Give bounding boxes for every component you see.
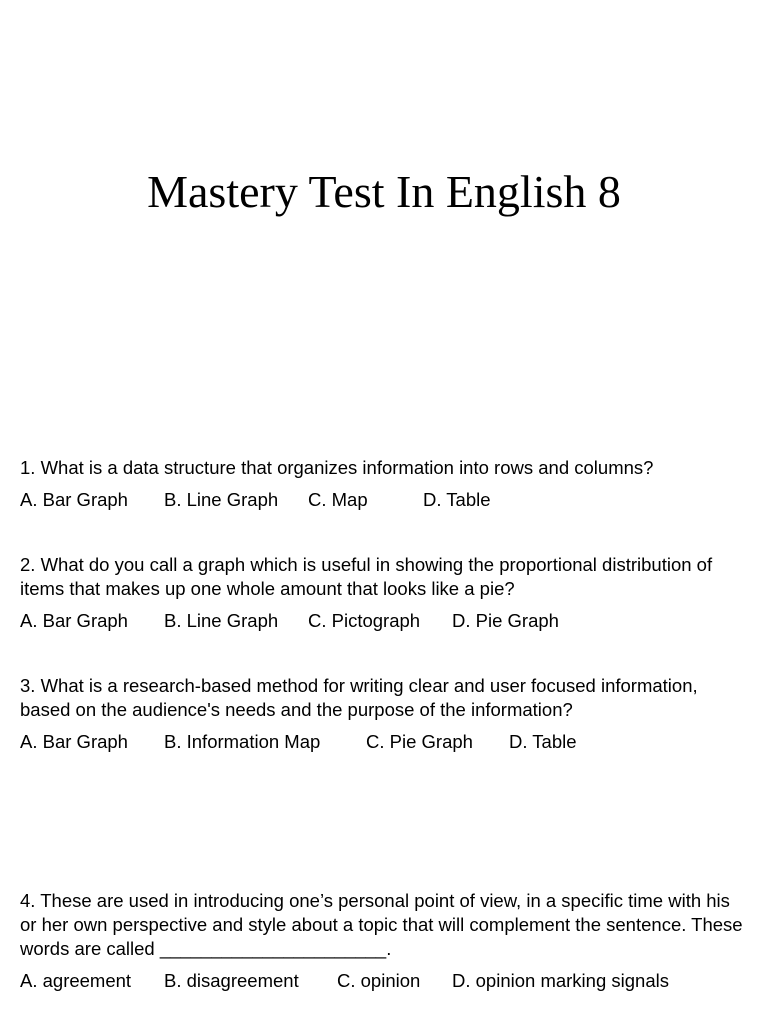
option-b: B. disagreement [164, 970, 299, 991]
option-b: B. Information Map [164, 731, 321, 752]
question-text: 2. What do you call a graph which is useful in showing the proportional distribution of items that makes up one whole amount that looks like a pie? [20, 554, 713, 599]
question-text: 1. What is a data structure that organizes information into rows and columns? [20, 457, 654, 478]
page-title: Mastery Test In English 8 [147, 166, 621, 217]
question-3 [20, 674, 750, 754]
option-a: A. agreement [20, 970, 132, 991]
option-c: C. Map [308, 489, 368, 510]
question-2 [20, 553, 750, 633]
option-d: D. Table [509, 731, 577, 752]
option-b: B. Line Graph [164, 610, 279, 631]
option-c: C. Pictograph [308, 610, 421, 631]
question-1 [20, 456, 750, 512]
option-c: C. opinion [337, 970, 421, 991]
question-text: 3. What is a research-based method for writing clear and user focused information, based on the audience's needs and the purpose of the information? [20, 675, 698, 720]
option-c: C. Pie Graph [366, 731, 473, 752]
answer-options [20, 488, 750, 512]
question-text: 4. These are used in introducing one’s personal point of view, in a specific time with his or her own perspective and style about a topic that will complement the sentence. These words are called ______________________. [20, 890, 743, 959]
option-b: B. Line Graph [164, 489, 279, 510]
option-d: D. Table [423, 489, 491, 510]
option-a: A. Bar Graph [20, 731, 128, 752]
option-a: A. Bar Graph [20, 489, 128, 510]
question-4 [20, 889, 750, 993]
option-d: D. opinion marking signals [452, 970, 669, 991]
answer-options [20, 969, 750, 993]
option-a: A. Bar Graph [20, 610, 128, 631]
answer-options [20, 609, 750, 633]
answer-options [20, 730, 750, 754]
option-d: D. Pie Graph [452, 610, 559, 631]
